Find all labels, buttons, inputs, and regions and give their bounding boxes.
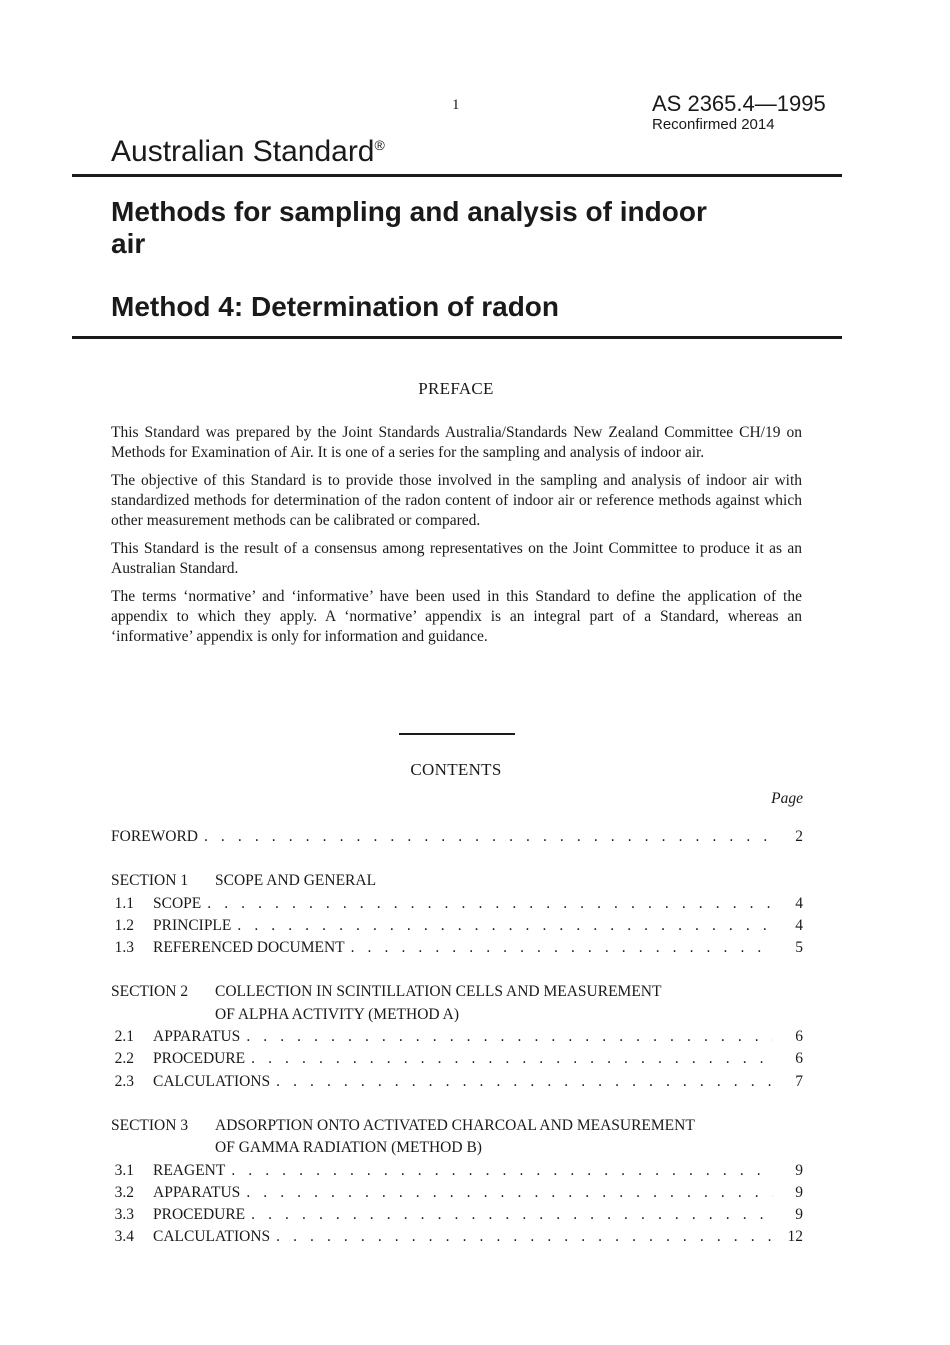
toc-leader-dots	[351, 937, 773, 959]
standard-number: AS 2365.4—1995	[652, 91, 826, 116]
contents-heading: CONTENTS	[410, 760, 502, 779]
toc-entry[interactable]	[111, 1226, 803, 1248]
toc-entry-page: 12	[787, 1228, 803, 1246]
toc-entry-number: 2.1	[114, 1028, 134, 1046]
toc-entry-title: FOREWORD	[111, 828, 198, 845]
toc-entry-page: 7	[795, 1072, 803, 1090]
toc-entry-page: 2	[795, 828, 803, 845]
toc-leader-dots	[251, 1048, 773, 1070]
toc-section-title-continued: OF ALPHA ACTIVITY (METHOD A)	[215, 1005, 459, 1023]
toc-entry-page: 4	[795, 916, 803, 934]
toc-entry-number: 1.1	[114, 894, 134, 912]
preface-paragraph: This Standard was prepared by the Joint Standards Australia/Standards New Zealand Committee CH/19 on Methods for Examination of Air. It is one of a series for the sampling and analysis of indoor air.	[111, 424, 802, 461]
toc-leader-dots	[246, 1182, 773, 1204]
toc-leader-dots	[204, 826, 773, 848]
toc-entry-title: PRINCIPLE	[153, 916, 232, 934]
title-divider	[72, 336, 842, 339]
toc-entry[interactable]	[111, 1160, 803, 1182]
toc-entry-title: CALCULATIONS	[153, 1228, 271, 1246]
toc-entry-number: 3.1	[114, 1161, 134, 1179]
toc-leader-dots	[237, 915, 773, 937]
toc-entry-page: 6	[795, 1028, 803, 1046]
toc-entry-title: REAGENT	[153, 1161, 226, 1179]
toc-entry-title: SCOPE	[153, 894, 202, 912]
toc-entry-number: 2.3	[114, 1072, 134, 1090]
toc-entry-number: 3.2	[114, 1183, 134, 1201]
toc-entry-title: APPARATUS	[153, 1183, 241, 1201]
toc-entry[interactable]	[111, 915, 803, 937]
preface-heading: PREFACE	[418, 379, 494, 398]
toc-section-label: SECTION 2	[111, 983, 189, 1001]
toc-entry-title: CALCULATIONS	[153, 1072, 271, 1090]
toc-section-1[interactable]	[111, 870, 803, 892]
toc-entry[interactable]	[111, 1048, 803, 1070]
toc-entry-title: PROCEDURE	[153, 1206, 246, 1224]
toc-entry-page: 9	[795, 1206, 803, 1224]
toc-section-3[interactable]	[111, 1115, 803, 1137]
method-title: Method 4: Determination of radon	[111, 291, 559, 322]
preface-paragraph: The terms ‘normative’ and ‘informative’ have been used in this Standard to define the application of the appendix to which they apply. A ‘normative’ appendix is an integral part of a Standard, whereas an ‘informative’ appendix is only for information and guidance.	[111, 588, 802, 645]
toc-entry-title: PROCEDURE	[153, 1050, 246, 1068]
registered-mark: ®	[374, 137, 385, 153]
toc-entry[interactable]	[111, 1026, 803, 1048]
page-number: 1	[452, 97, 460, 113]
reconfirmed-note: Reconfirmed 2014	[652, 116, 775, 133]
toc-entry-title: APPARATUS	[153, 1028, 241, 1046]
toc-leader-dots	[207, 893, 773, 915]
toc-entry[interactable]	[111, 1182, 803, 1204]
toc-section-title-continued: OF GAMMA RADIATION (METHOD B)	[215, 1139, 482, 1157]
toc-section-title: COLLECTION IN SCINTILLATION CELLS AND MEASUREMENT	[215, 983, 662, 1001]
toc-entry-page: 9	[795, 1161, 803, 1179]
toc-entry-number: 1.3	[114, 939, 134, 957]
preface-body	[111, 423, 802, 655]
top-divider	[72, 174, 842, 177]
toc-entry-foreword[interactable]	[111, 826, 803, 848]
toc-entry-page: 6	[795, 1050, 803, 1068]
brand-text: Australian Standard	[111, 135, 375, 168]
table-of-contents	[111, 826, 803, 1249]
toc-entry[interactable]	[111, 1204, 803, 1226]
section-separator	[399, 733, 515, 735]
toc-section-title: SCOPE AND GENERAL	[215, 872, 377, 890]
document-title: Methods for sampling and analysis of indoor air	[111, 196, 707, 259]
toc-section-2[interactable]	[111, 981, 803, 1003]
toc-entry[interactable]	[111, 1071, 803, 1093]
toc-entry-page: 9	[795, 1183, 803, 1201]
toc-entry-number: 2.2	[114, 1050, 134, 1068]
toc-leader-dots	[276, 1071, 773, 1093]
brand-title	[111, 135, 385, 169]
toc-section-label: SECTION 1	[111, 872, 189, 890]
toc-section-title: ADSORPTION ONTO ACTIVATED CHARCOAL AND MEASUREMENT	[215, 1116, 695, 1134]
toc-entry-number: 1.2	[114, 916, 134, 934]
toc-entry-number: 3.3	[114, 1206, 134, 1224]
toc-entry-number: 3.4	[114, 1228, 134, 1246]
toc-leader-dots	[231, 1160, 773, 1182]
toc-entry-page: 5	[795, 939, 803, 957]
preface-paragraph: The objective of this Standard is to provide those involved in the sampling and analysis of indoor air with standardized methods for determination of the radon content of indoor air or reference methods against which other measurement methods can be calibrated or compared.	[111, 472, 802, 529]
toc-section-label: SECTION 3	[111, 1116, 189, 1134]
toc-entry[interactable]	[111, 893, 803, 915]
page-column-label: Page	[771, 790, 803, 807]
toc-leader-dots	[246, 1026, 773, 1048]
toc-entry[interactable]	[111, 937, 803, 959]
toc-leader-dots	[276, 1226, 773, 1248]
toc-leader-dots	[251, 1204, 773, 1226]
toc-entry-title: REFERENCED DOCUMENT	[153, 939, 345, 957]
preface-paragraph: This Standard is the result of a consensus among representatives on the Joint Committee to produce it as an Australian Standard.	[111, 540, 802, 577]
toc-entry-page: 4	[795, 894, 803, 912]
